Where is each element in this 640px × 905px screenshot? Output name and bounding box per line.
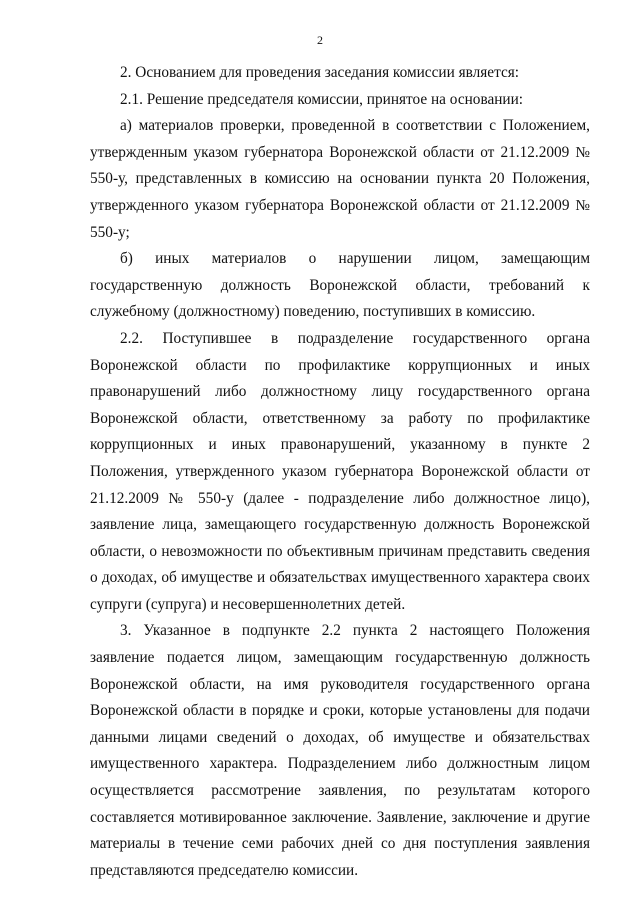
paragraph-2-1-b: б) иных материалов о нарушении лицом, замещающим государственную должность Воронежской области, требований к служебному (должностному) поведению, поступивших в комиссию. <box>90 250 590 321</box>
paragraph-2-basis: 2. Основанием для проведения заседания комиссии является: <box>120 64 520 81</box>
page-number: 2 <box>317 33 323 47</box>
document-body <box>90 60 590 884</box>
paragraph-2-2: 2.2. Поступившее в подразделение государственного органа Воронежской области по профилактике коррупционных и иных правонарушений либо должностному лицу государственного органа Воронежской области, ответственному за работу по профилактике коррупционных и иных правонарушений, указанному в пункте 2 Положения, утвержденного указом губернатора Воронежской области от 21.12.2009 № 550-у (далее - подразделение либо должностное лицо), заявление лица, замещающего государственную должность Воронежской области, о невозможности по объективным причинам представить сведения о доходах, об имуществе и обязательствах имущественного характера своих супруги (супруга) и несовершеннолетних детей. <box>90 329 590 613</box>
paragraph-2-1-decision: 2.1. Решение председателя комиссии, принятое на основании: <box>120 90 524 108</box>
paragraph-2-1-a: а) материалов проверки, проведенной в соответствии с Положением, утвержденным указом губернатора Воронежской области от 21.12.2009 № 550-у, представленных в комиссию на основании пункта 20 Положения, утвержденного указом губернатора Воронежской области от 21.12.2009 № 550-у; <box>90 117 590 241</box>
paragraph-3: 3. Указанное в подпункте 2.2 пункта 2 настоящего Положения заявление подается лицом, замещающим государственную должность Воронежской области, на имя руководителя государственного органа Воронежской области в порядке и сроки, которые установлены для подачи данными лицами сведений о доходах, об имуществе и обязательствах имущественного характера. Подразделением либо должностным лицом осуществляется рассмотрение заявления, по результатам которого составляется мотивированное заключение. Заявление, заключение и другие материалы в течение семи рабочих дней со дня поступления заявления представляются председателю комиссии. <box>90 622 590 879</box>
